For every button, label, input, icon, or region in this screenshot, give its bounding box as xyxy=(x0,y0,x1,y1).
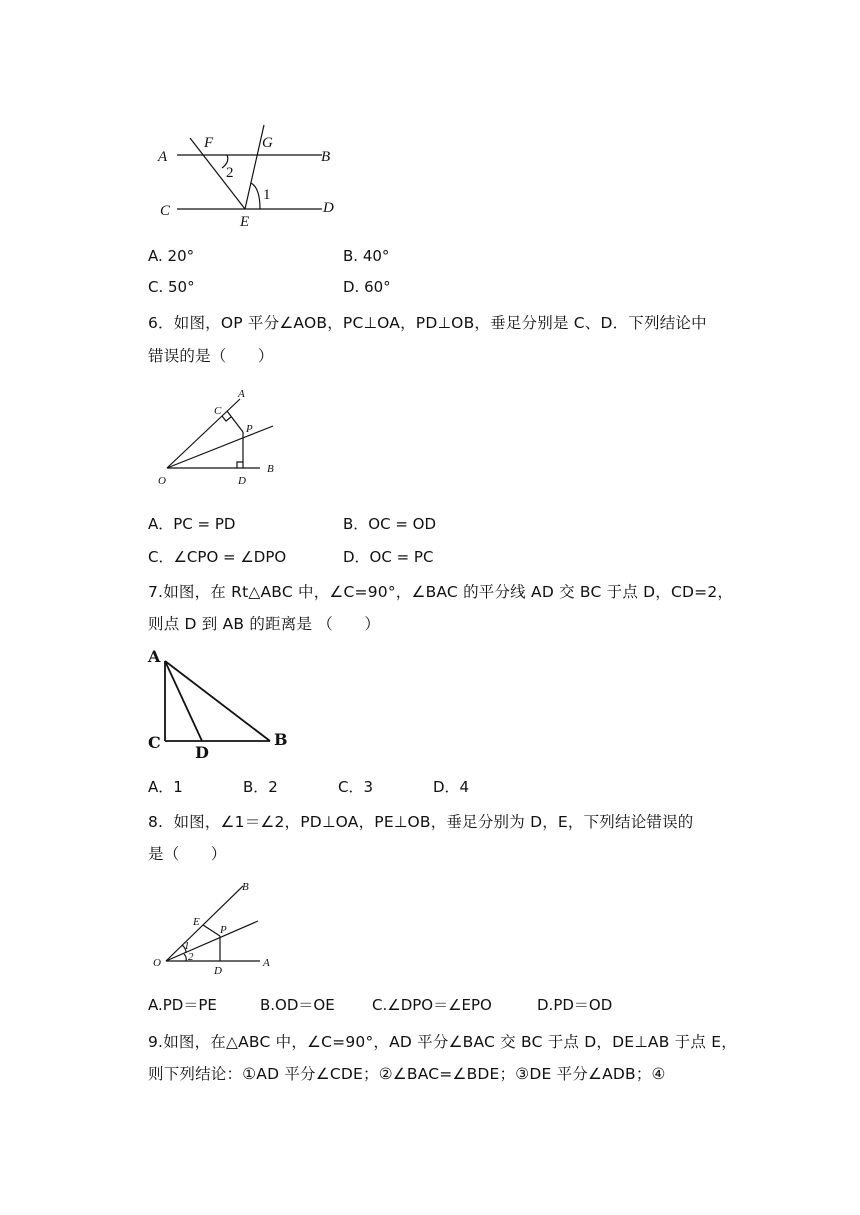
q6-text-line2: 错误的是（ ） xyxy=(148,347,274,365)
figure-q8 xyxy=(148,875,288,980)
label-b: B xyxy=(242,881,249,893)
segment-pc xyxy=(227,411,243,432)
q5-option-b[interactable]: B. 40° xyxy=(343,247,390,265)
line-fe xyxy=(190,138,245,209)
q5-option-c[interactable]: C. 50° xyxy=(148,278,195,296)
q6-option-c[interactable]: C．∠CPO = ∠DPO xyxy=(148,548,287,566)
label-p: P xyxy=(220,924,227,936)
q5-option-d[interactable]: D. 60° xyxy=(343,278,391,296)
label-angle-1: 1 xyxy=(184,940,190,952)
label-g: G xyxy=(262,135,273,151)
label-c: C xyxy=(214,405,222,417)
label-e: E xyxy=(193,916,200,928)
segment-pe xyxy=(203,925,220,936)
ray-op xyxy=(166,921,258,961)
figure-q6 xyxy=(155,382,295,492)
label-c: C xyxy=(148,733,161,752)
label-b: B xyxy=(267,463,274,475)
segment-ad xyxy=(165,661,202,741)
ray-oa xyxy=(167,399,240,468)
q6-option-a[interactable]: A．PC = PD xyxy=(148,515,236,533)
label-d: D xyxy=(238,475,246,487)
figure-q7 xyxy=(145,645,295,760)
label-d: D xyxy=(195,743,209,762)
label-a: A xyxy=(158,149,168,165)
q8-option-a[interactable]: A.PD＝PE xyxy=(148,996,217,1014)
angle-1-arc xyxy=(251,183,260,209)
q7-option-c[interactable]: C．3 xyxy=(338,778,374,796)
q5-option-a[interactable]: A. 20° xyxy=(148,247,195,265)
label-a: A xyxy=(263,957,270,969)
ray-op xyxy=(167,426,273,468)
q8-option-c[interactable]: C.∠DPO＝∠EPO xyxy=(372,996,492,1014)
q9-text-line1: 9.如图，在△ABC 中，∠C=90°，AD 平分∠BAC 交 BC 于点 D，DE⊥AB 于点 E， xyxy=(148,1033,737,1051)
label-a: A xyxy=(238,388,245,400)
q8-text-line2: 是（ ） xyxy=(148,845,227,863)
label-angle-1: 1 xyxy=(263,187,271,203)
q7-option-b[interactable]: B．2 xyxy=(243,778,278,796)
label-c: C xyxy=(160,203,171,219)
q6-text-line1: 6．如图，OP 平分∠AOB，PC⊥OA，PD⊥OB，垂足分别是 C、D．下列结论中 xyxy=(148,314,707,332)
q7-option-d[interactable]: D．4 xyxy=(433,778,470,796)
right-angle-d xyxy=(237,462,243,468)
label-a: A xyxy=(148,647,161,666)
figure-q5 xyxy=(155,120,355,230)
label-b: B xyxy=(274,730,288,749)
label-p: P xyxy=(246,423,253,435)
q6-option-d[interactable]: D．OC = PC xyxy=(343,548,434,566)
label-angle-2: 2 xyxy=(188,951,194,963)
label-f: F xyxy=(204,135,214,151)
label-o: O xyxy=(158,475,166,487)
q9-text-line2: 则下列结论：①AD 平分∠CDE；②∠BAC=∠BDE；③DE 平分∠ADB；④ xyxy=(148,1065,666,1083)
label-e: E xyxy=(240,214,250,230)
q7-option-a[interactable]: A．1 xyxy=(148,778,183,796)
label-d: D xyxy=(214,965,222,977)
q8-option-b[interactable]: B.OD＝OE xyxy=(260,996,335,1014)
right-angle-c xyxy=(222,416,231,421)
q6-option-b[interactable]: B．OC = OD xyxy=(343,515,437,533)
q7-text-line2: 则点 D 到 AB 的距离是 （ ） xyxy=(148,615,381,633)
label-d: D xyxy=(323,200,334,216)
q8-option-d[interactable]: D.PD＝OD xyxy=(537,996,613,1014)
q8-text-line1: 8. 如图，∠1＝∠2，PD⊥OA，PE⊥OB，垂足分别为 D，E，下列结论错误的 xyxy=(148,813,694,831)
angle-2-arc xyxy=(184,954,186,961)
segment-ab xyxy=(165,661,270,741)
q7-text-line1: 7.如图，在 Rt△ABC 中，∠C=90°，∠BAC 的平分线 AD 交 BC 于点 D，CD=2， xyxy=(148,583,734,601)
ray-ob xyxy=(166,886,243,961)
label-angle-2: 2 xyxy=(226,165,234,181)
label-b: B xyxy=(321,149,331,165)
label-o: O xyxy=(153,957,161,969)
